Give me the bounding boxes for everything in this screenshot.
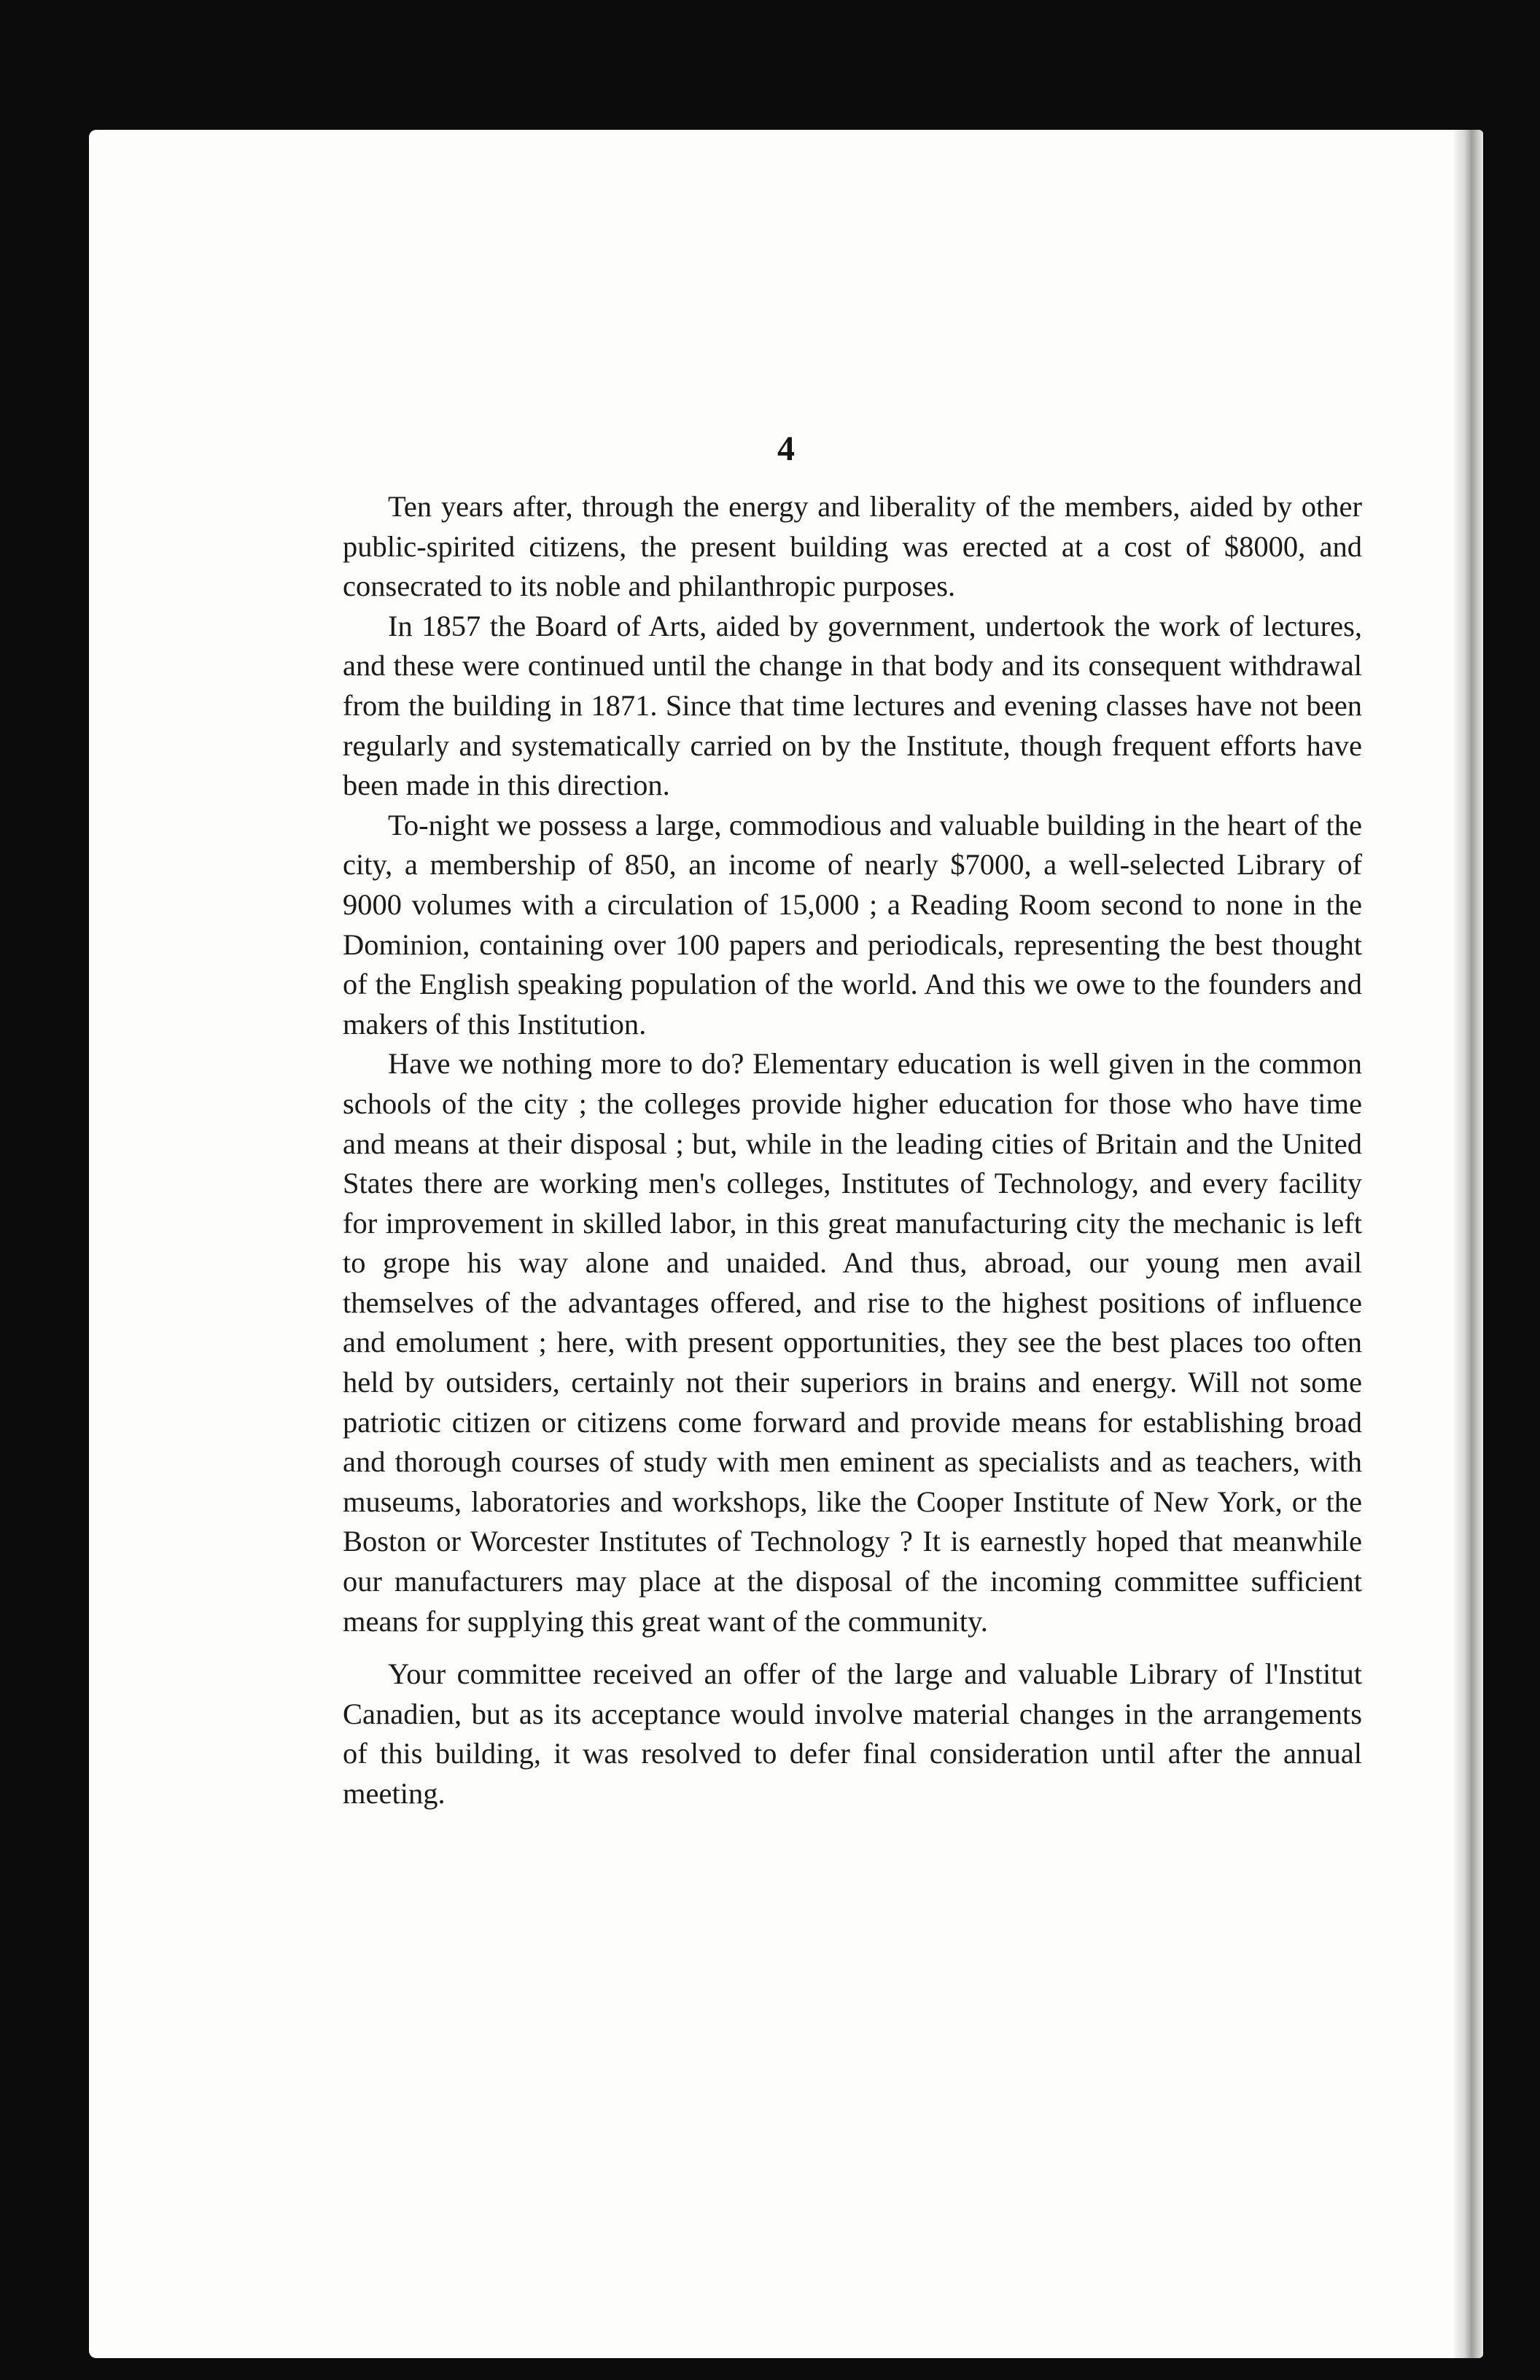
document-page (89, 130, 1483, 2358)
paragraph-building-erected: Ten years after, through the energy and liberality of the members, aided by other public-spirited citizens, the present building was erected at a cost of $8000, and consecrated to its noble and philanthropic purposes. (343, 490, 1362, 603)
paragraph-nothing-more-to-do: Have we nothing more to do? Elementary education is well given in the common schools of the city ; the colleges provide higher education for those who have time and means at their disposal ; but, while in the leading cities of Britain and the United States there are working men's colleges, Institutes of Technology, and every facility for improvement in skilled labor, in this great manufacturing city the mechanic is left to grope his way alone and unaided. And thus, abroad, our young men avail themselves of the advantages offered, and rise to the highest positions of influence and emolument ; here, with present opportunities, they see the best places too often held by outsiders, certainly not their superiors in brains and energy. Will not some patriotic citizen or citizens come forward and provide means for establishing broad and thorough courses of study with men eminent as specialists and as teachers, with museums, laboratories and workshops, like the Cooper Institute of New York, or the Boston or Worcester Institutes of Technology ? It is earnestly hoped that meanwhile our manufacturers may place at the disposal of the incoming committee sufficient means for supplying this great want of the community. (343, 1047, 1362, 1638)
paragraph-board-of-arts: In 1857 the Board of Arts, aided by government, undertook the work of lectures, and these were continued until the change in that body and its consequent withdrawal from the building in 1871. Since that time lectures and evening classes have not been regularly and systematically carried on by the Institute, though frequent efforts have been made in this direction. (343, 609, 1362, 802)
paragraph-to-night: To-night we possess a large, commodious and valuable building in the heart of the city, a membership of 850, an income of nearly $7000, a well-selected Library of 9000 volumes with a circulation of 15,000 ; a Reading Room second to none in the Dominion, containing over 100 papers and periodicals, representing the best thought of the English speaking population of the world. And this we owe to the founders and makers of this Institution. (343, 808, 1362, 1041)
paragraph-institut-canadien: Your committee received an offer of the large and valuable Library of l'Institut Canadien, but as its acceptance would involve material changes in the arrangements of this building, it was resolved to defer final consideration until after the annual meeting. (343, 1657, 1362, 1810)
page-number: 4 (777, 429, 795, 468)
body-text (343, 487, 1362, 1814)
